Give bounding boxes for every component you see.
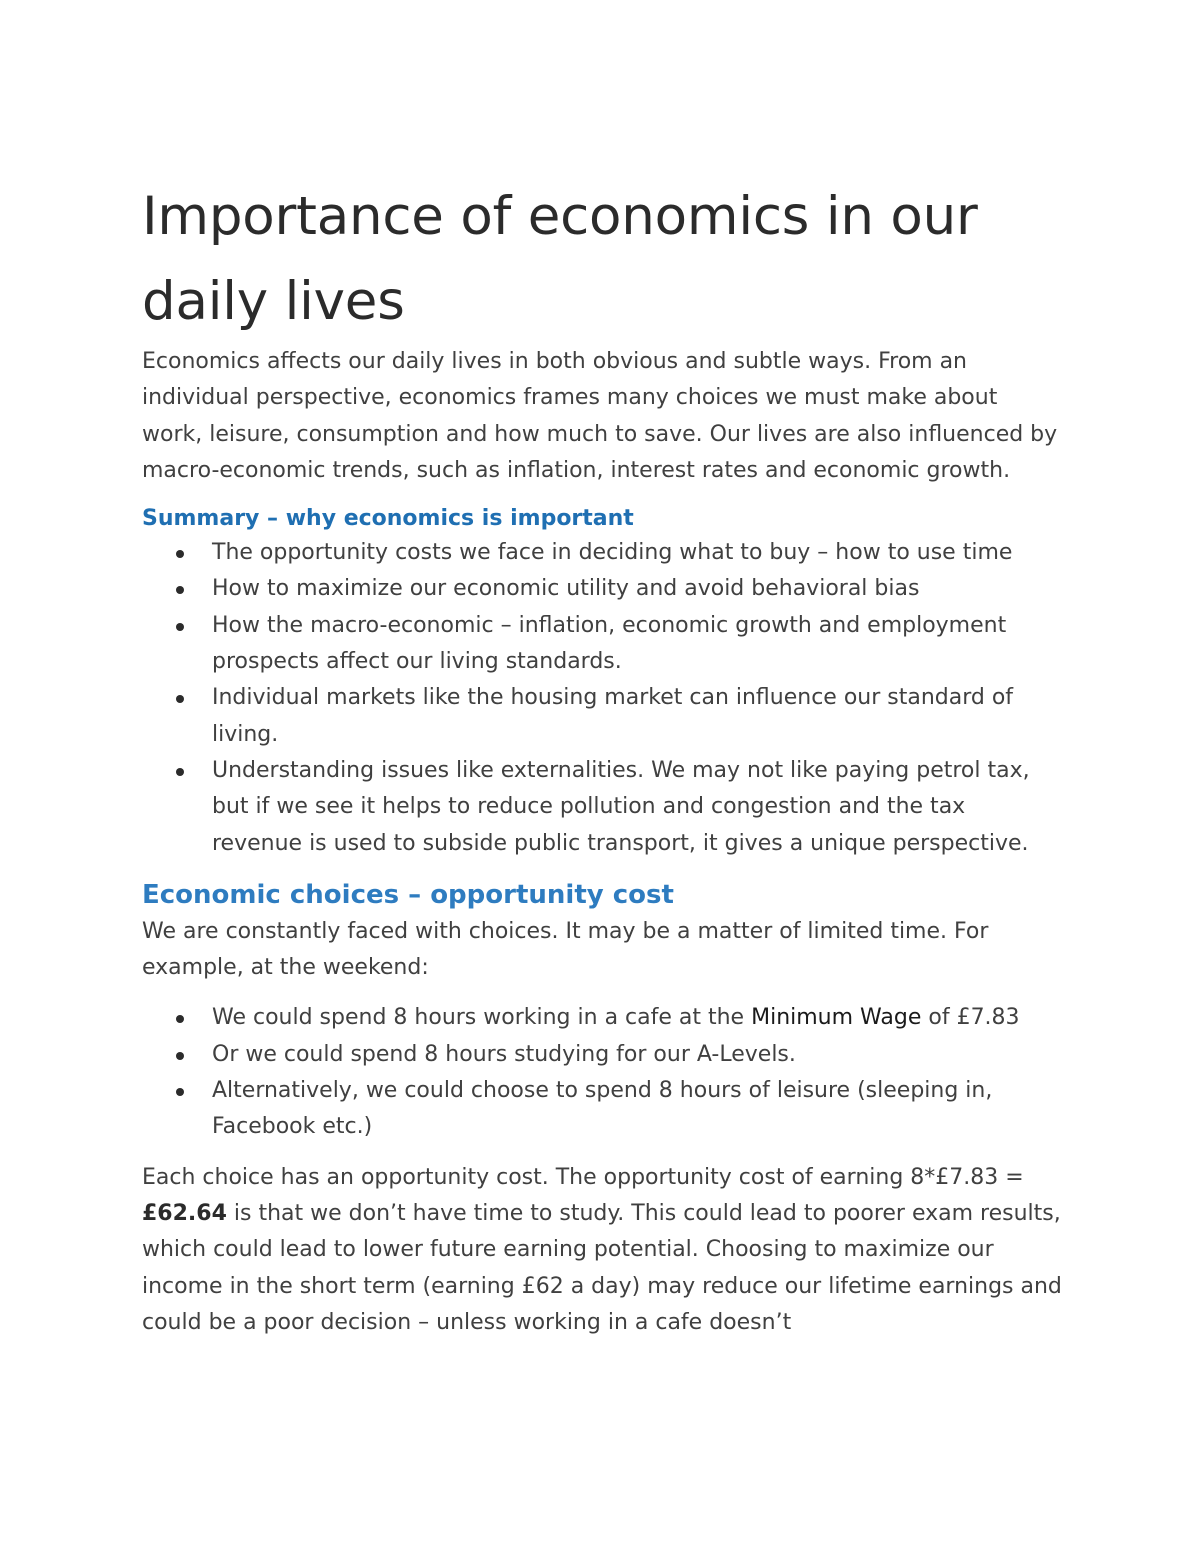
list-item-text: How the macro-economic – inflation, economic growth and employment prospects affect our living standards. (212, 612, 1007, 675)
list-item-text-post: of £7.83 (921, 1005, 1020, 1031)
bullet-icon (176, 1052, 184, 1060)
bullet-icon (176, 586, 184, 594)
list-item (142, 1037, 1062, 1073)
choices-list (142, 1000, 1062, 1145)
list-item (142, 535, 1062, 571)
list-item (142, 1073, 1062, 1146)
bullet-icon (176, 1015, 184, 1023)
section-heading: Economic choices – opportunity cost (142, 879, 674, 910)
closing-text-post: is that we don’t have time to study. This could lead to poorer exam results, which could lead to lower future earning potential. Choosing to maximize our income in the short term (earning £62 a day) may reduce our lifetime earnings and could be a poor decision – unless working in a cafe doesn’t (142, 1200, 1062, 1335)
list-item-text: The opportunity costs we face in deciding what to buy – how to use time (212, 540, 1013, 566)
bullet-icon (176, 550, 184, 558)
bullet-icon (176, 695, 184, 703)
summary-heading: Summary – why economics is important (142, 506, 634, 532)
minimum-wage-link[interactable]: Minimum Wage (751, 1005, 922, 1031)
closing-paragraph (142, 1160, 1062, 1341)
bullet-icon (176, 623, 184, 631)
document-page (142, 174, 1062, 1341)
summary-list (142, 535, 1062, 862)
list-item (142, 753, 1062, 862)
list-item-text: Alternatively, we could choose to spend 8 hours of leisure (sleeping in, Facebook etc.) (212, 1078, 993, 1140)
page-title: Importance of economics in our daily lives (142, 186, 978, 332)
closing-text-pre: Each choice has an opportunity cost. The opportunity cost of earning 8*£7.83 = (142, 1164, 1024, 1190)
bullet-icon (176, 1088, 184, 1096)
list-item (142, 680, 1062, 753)
list-item (142, 571, 1062, 607)
bullet-icon (176, 768, 184, 776)
section-intro: We are constantly faced with choices. It may be a matter of limited time. For example, at the weekend: (142, 918, 989, 981)
list-item-text: Individual markets like the housing market can influence our standard of living. (212, 685, 1014, 747)
intro-paragraph: Economics affects our daily lives in both obvious and subtle ways. From an individual perspective, economics frames many choices we must make about work, leisure, consumption and how much to save. Our lives are also influenced by macro-economic trends, such as inflation, interest rates and economic growth. (142, 349, 1058, 483)
list-item (142, 1000, 1062, 1036)
list-item-text-pre: We could spend 8 hours working in a cafe at the (212, 1005, 752, 1031)
earnings-amount: £62.64 (142, 1200, 227, 1226)
list-item (142, 608, 1062, 681)
list-item-text: How to maximize our economic utility and avoid behavioral bias (212, 576, 920, 602)
list-item-text: Or we could spend 8 hours studying for our A-Levels. (212, 1041, 796, 1067)
list-item-text: Understanding issues like externalities. We may not like paying petrol tax, but if we see it helps to reduce pollution and congestion and the tax revenue is used to subside public transport, it gives a unique perspective. (212, 757, 1030, 856)
